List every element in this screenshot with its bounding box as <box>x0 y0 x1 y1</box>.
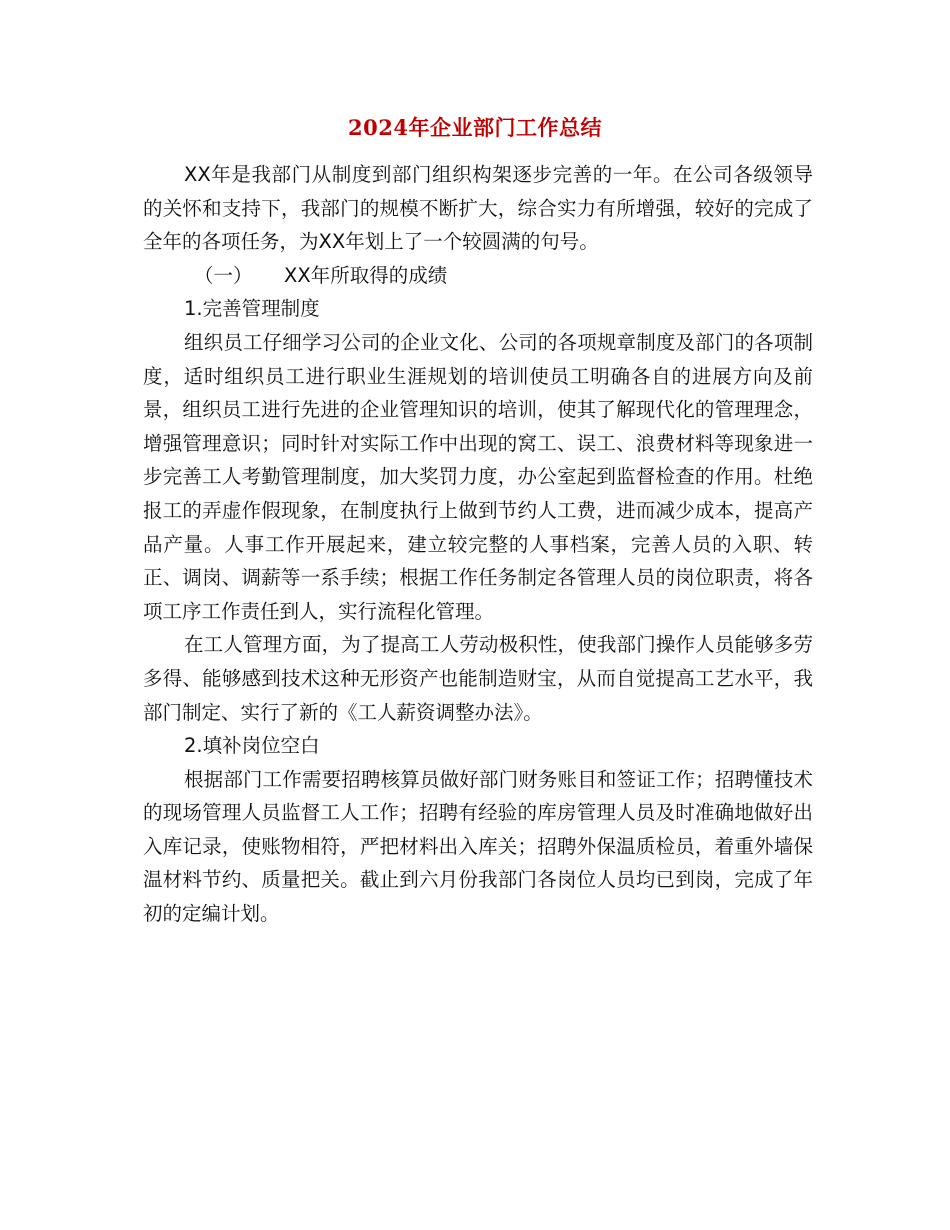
sub1-paragraph-1: 组织员工仔细学习公司的企业文化、公司的各项规章制度及部门的各项制度，适时组织员工进行职业生涯规划的培训使员工明确各自的进展方向及前景，组织员工进行先进的企业管理知识的培训，使其了解现代化的管理理念，增强管理意识；同时针对实际工作中出现的窝工、误工、浪费材料等现象进一步完善工人考勤管理制度，加大奖罚力度，办公室起到监督检查的作用。杜绝报工的弄虚作假现象，在制度执行上做到节约人工费，进而减少成本，提高产品产量。人事工作开展起来，建立较完整的人事档案，完善人员的入职、转正、调岗、调薪等一系手续；根据工作任务制定各管理人员的岗位职责，将各项工序工作责任到人，实行流程化管理。 <box>143 330 813 623</box>
section-number: （一） <box>194 263 253 287</box>
intro-paragraph: XX年是我部门从制度到部门组织构架逐步完善的一年。在公司各级领导的关怀和支持下，我部门的规模不断扩大，综合实力有所增强，较好的完成了全年的各项任务，为XX年划上了一个较圆满的句号。 <box>143 163 813 254</box>
subheading-1: 1.完善管理制度 <box>184 297 320 321</box>
document-title: 2024年企业部门工作总结 <box>348 115 602 140</box>
section-title: XX年所取得的成绩 <box>284 263 448 287</box>
section-heading <box>143 259 813 293</box>
document-body <box>143 158 813 931</box>
sub2-paragraph-1: 根据部门工作需要招聘核算员做好部门财务账目和签证工作；招聘懂技术的现场管理人员监督工人工作；招聘有经验的库房管理人员及时准确地做好出入库记录，使账物相符，严把材料出入库关；招聘外保温质检员，着重外墙保温材料节约、质量把关。截止到六月份我部门各岗位人员均已到岗，完成了年初的定编计划。 <box>143 767 813 926</box>
sub1-paragraph-2: 在工人管理方面，为了提高工人劳动极积性，使我部门操作人员能够多劳多得、能够感到技术这种无形资产也能制造财宝，从而自觉提高工艺水平，我部门制定、实行了新的《工人薪资调整办法》。 <box>143 633 813 724</box>
subheading-2: 2.填补岗位空白 <box>184 734 320 758</box>
